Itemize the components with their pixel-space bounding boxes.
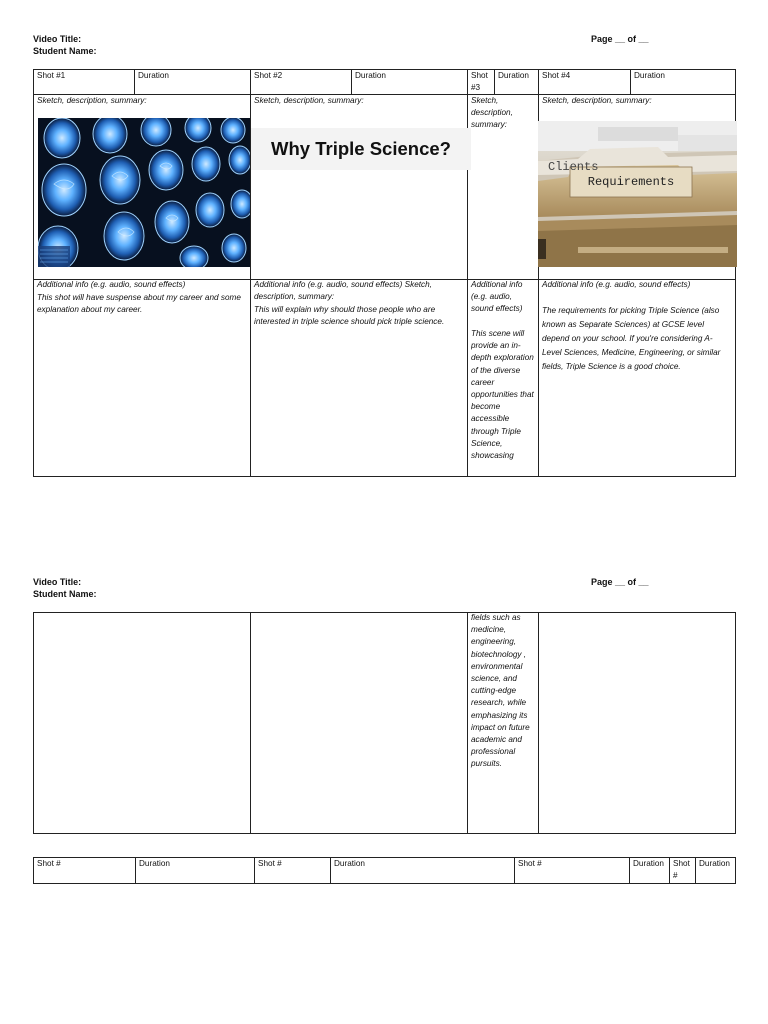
shot4-sketch-label: Sketch, description, summary: bbox=[542, 96, 652, 105]
header-divider bbox=[351, 69, 352, 94]
page-number-label: Page __ of __ bbox=[591, 34, 649, 44]
header-divider bbox=[630, 69, 631, 94]
shot3-info-continued: fields such as medicine, engineering, biotechnology , environmental science, and cutting-edge research, while emphasizing its impact on future academic and professional pursuits. bbox=[471, 613, 530, 769]
shot3-info-text: This scene will provide an in-depth exploration of the diverse career opportunities that become accessible through Triple Science, showcasing bbox=[471, 329, 534, 461]
folder-tabs-graphic bbox=[538, 121, 737, 267]
shot3-sketch-label: Sketch, description, summary: bbox=[471, 96, 513, 130]
header-divider bbox=[134, 69, 135, 94]
student-name-label: Student Name: bbox=[33, 46, 97, 56]
video-title-label: Video Title: bbox=[33, 34, 82, 44]
shot3-duration-label: Duration bbox=[498, 71, 529, 80]
student-name-label-page2: Student Name: bbox=[33, 589, 97, 599]
shot4-info-label: Additional info (e.g. audio, sound effects) bbox=[542, 280, 691, 289]
header-divider bbox=[695, 857, 696, 884]
shot2-label: Shot #2 bbox=[254, 71, 283, 80]
column-divider bbox=[250, 612, 251, 834]
shot2-sketch-label: Sketch, description, summary: bbox=[254, 96, 364, 105]
next-shot-c-label: Shot # bbox=[518, 859, 542, 868]
header-divider bbox=[629, 857, 630, 884]
header-divider bbox=[254, 857, 255, 884]
shot3-label: Shot #3 bbox=[471, 71, 488, 93]
requirements-folder-image bbox=[538, 121, 737, 267]
shot2-info-label: Additional info (e.g. audio, sound effects) Sketch, description, summary: bbox=[254, 280, 432, 302]
shot1-duration-label: Duration bbox=[138, 71, 169, 80]
why-triple-science-image bbox=[251, 128, 471, 170]
shot4-label: Shot #4 bbox=[542, 71, 571, 80]
header-divider bbox=[135, 857, 136, 884]
shot2-duration-label: Duration bbox=[355, 71, 386, 80]
column-divider bbox=[467, 612, 468, 834]
header-divider bbox=[494, 69, 495, 94]
shot1-label: Shot #1 bbox=[37, 71, 66, 80]
header-divider bbox=[330, 857, 331, 884]
shot1-info-label: Additional info (e.g. audio, sound effects) bbox=[37, 280, 186, 289]
clients-tab-text: Clients bbox=[548, 160, 599, 174]
continuation-table bbox=[33, 612, 736, 834]
shot4-duration-label: Duration bbox=[634, 71, 665, 80]
column-divider bbox=[538, 612, 539, 834]
shot4-info-text: The requirements for picking Triple Science (also known as Separate Sciences) at GCSE level depend on your school. If you're considering A-Level Sciences, Medicine, Engineering, or similar fields, Triple Science is a good choice. bbox=[542, 306, 721, 371]
next-shot-c-duration: Duration bbox=[633, 859, 664, 868]
next-shot-b-label: Shot # bbox=[258, 859, 282, 868]
requirements-tab-label: Requirements bbox=[587, 175, 675, 189]
brain-scan-image bbox=[38, 118, 250, 267]
shot1-info-text: This shot will have suspense about my career and some explanation about my career. bbox=[37, 292, 241, 314]
header-divider bbox=[669, 857, 670, 884]
header-divider bbox=[514, 857, 515, 884]
brain-scan-graphic bbox=[38, 118, 250, 267]
why-triple-science-heading: Why Triple Science? bbox=[271, 138, 451, 159]
next-shot-a-label: Shot # bbox=[37, 859, 61, 868]
video-title-label-page2: Video Title: bbox=[33, 577, 82, 587]
shot2-info-text: This will explain why should those people who are interested in triple science should pick triple science. bbox=[254, 305, 445, 327]
next-shot-a-duration: Duration bbox=[139, 859, 170, 868]
next-shot-b-duration: Duration bbox=[334, 859, 365, 868]
shot1-sketch-label: Sketch, description, summary: bbox=[37, 96, 147, 105]
shot3-info-label: Additional info (e.g. audio, sound effects) bbox=[471, 280, 523, 314]
next-shot-d-label: Shot # bbox=[673, 859, 690, 881]
page-number-label-page2: Page __ of __ bbox=[591, 577, 649, 587]
next-shot-d-duration: Duration bbox=[699, 859, 730, 868]
